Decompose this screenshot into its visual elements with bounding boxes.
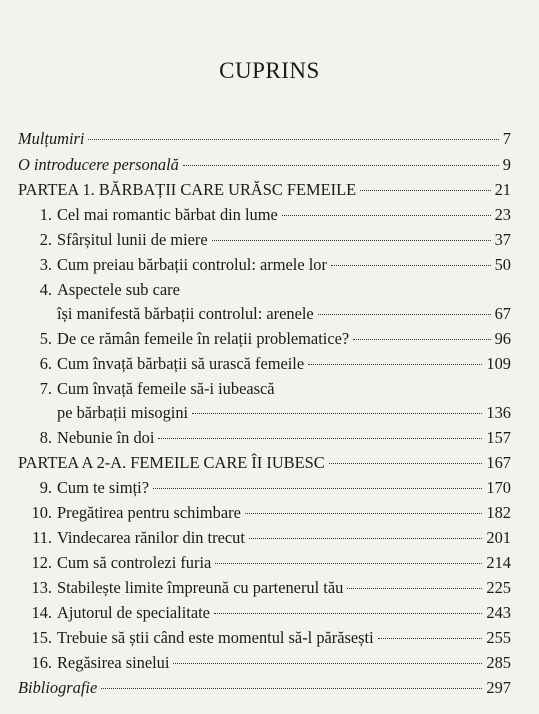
chapter-number: 5.: [39, 329, 52, 348]
chapter-number: 3.: [39, 255, 52, 274]
toc-entry-label: Pregătirea pentru schimbare: [57, 503, 241, 522]
toc-page-number: 182: [486, 503, 511, 522]
toc-chapter-15: [18, 626, 511, 650]
toc-chapter-7: [18, 401, 511, 425]
chapter-number: 12.: [31, 553, 52, 572]
toc-chapter-3: [18, 253, 511, 277]
toc-entry-label: Cel mai romantic bărbat din lume: [57, 205, 278, 224]
toc-entry-label-line1: Aspectele sub care: [57, 280, 180, 299]
chapter-number: 2.: [39, 230, 52, 249]
toc-page-number: 201: [486, 528, 511, 547]
toc-chapter-13: [18, 576, 511, 600]
chapter-number: 9.: [39, 478, 52, 497]
toc-chapter-8: [18, 426, 511, 450]
toc-entry-label: Cum învață bărbații să urască femeile: [57, 354, 305, 373]
page-title: CUPRINS: [219, 58, 320, 83]
toc-part-label: PARTEA A 2-A. FEMEILE CARE ÎI IUBESC: [18, 453, 325, 472]
toc-entry-label: Vindecarea rănilor din trecut: [57, 528, 245, 547]
toc-page-number: 157: [486, 428, 511, 447]
toc-chapter-16: [18, 651, 511, 675]
dot-leader: [308, 363, 482, 365]
toc-chapter-10: [18, 501, 511, 525]
dot-leader: [347, 587, 482, 589]
toc-page-number: 136: [486, 403, 511, 422]
toc-entry-bibliography: [18, 676, 511, 700]
toc-page-number: 50: [494, 255, 511, 274]
toc-chapter-4: [18, 302, 511, 326]
toc-page-number: 37: [494, 230, 511, 249]
toc-page-number: 225: [486, 578, 511, 597]
dot-leader: [212, 239, 491, 241]
dot-leader: [360, 189, 491, 191]
toc-entry-label: Nebunie în doi: [57, 428, 155, 447]
dot-leader: [282, 214, 491, 216]
toc-page-number: 9: [502, 155, 511, 174]
toc-chapter-7-line1: [18, 377, 511, 401]
toc-entry-label: Stabilește limite împreună cu partenerul tău: [57, 578, 344, 597]
toc-entry-label: Trebuie să știi când este momentul să-l părăsești: [57, 628, 374, 647]
toc-page-number: 167: [486, 453, 511, 472]
dot-leader: [378, 637, 483, 639]
toc-entry-label-line1: Cum învață femeile să-i iubească: [57, 379, 275, 398]
toc-chapter-5: [18, 327, 511, 351]
toc-chapter-6: [18, 352, 511, 376]
toc-chapter-11: [18, 526, 511, 550]
toc-chapter-9: [18, 476, 511, 500]
toc-entry-label: Mulțumiri: [18, 129, 85, 148]
dot-leader: [214, 612, 482, 614]
toc-chapter-4-line1: [18, 278, 511, 302]
toc-entry-label: Sfârșitul lunii de miere: [57, 230, 208, 249]
dot-leader: [318, 313, 491, 315]
toc-page-number: 255: [486, 628, 511, 647]
toc-page-number: 23: [494, 205, 511, 224]
chapter-number: 13.: [31, 578, 52, 597]
toc-entry-label: Cum preiau bărbații controlul: armele lor: [57, 255, 327, 274]
toc-entry-label: Regăsirea sinelui: [57, 653, 170, 672]
chapter-number: 14.: [31, 603, 52, 622]
toc-chapter-2: [18, 228, 511, 252]
toc-entry-label: își manifestă bărbații controlul: arenele: [57, 304, 314, 323]
chapter-number: 1.: [39, 205, 52, 224]
toc-part-label: PARTEA 1. BĂRBAȚII CARE URĂSC FEMEILE: [18, 180, 357, 199]
dot-leader: [88, 138, 498, 140]
toc-entry-label: Ajutorul de specialitate: [57, 603, 210, 622]
chapter-number: 10.: [31, 503, 52, 522]
toc-page-number: 214: [486, 553, 511, 572]
dot-leader: [215, 562, 482, 564]
toc-entry-acknowledgements: [18, 127, 511, 151]
toc-entry-label: Cum te simți?: [57, 478, 149, 497]
dot-leader: [173, 662, 482, 664]
toc-page-number: 96: [494, 329, 511, 348]
toc-page-number: 170: [486, 478, 511, 497]
toc-entry-label: pe bărbații misogini: [57, 403, 189, 422]
dot-leader: [183, 164, 499, 166]
chapter-number: 15.: [31, 628, 52, 647]
dot-leader: [101, 687, 482, 689]
toc-entry-label: De ce rămân femeile în relații problematice?: [57, 329, 350, 348]
dot-leader: [158, 437, 482, 439]
dot-leader: [153, 487, 482, 489]
toc-page-number: 7: [502, 129, 511, 148]
toc-page-number: 67: [494, 304, 511, 323]
dot-leader: [331, 264, 491, 266]
toc-page-number: 21: [494, 180, 511, 199]
toc-chapter-14: [18, 601, 511, 625]
toc-chapter-12: [18, 551, 511, 575]
toc-chapter-1: [18, 203, 511, 227]
toc-entry-introduction: [18, 153, 511, 177]
chapter-number: 6.: [39, 354, 52, 373]
toc-entry-label: Cum să controlezi furia: [57, 553, 212, 572]
toc-part-1: [18, 178, 511, 202]
dot-leader: [329, 462, 483, 464]
toc-entry-label: Bibliografie: [18, 678, 98, 697]
chapter-number: 16.: [31, 653, 52, 672]
chapter-number: 11.: [32, 528, 52, 547]
toc-part-2: [18, 451, 511, 475]
toc-page-number: 109: [486, 354, 511, 373]
chapter-number: 7.: [39, 379, 52, 398]
dot-leader: [249, 537, 483, 539]
dot-leader: [245, 512, 483, 514]
toc-entry-label: O introducere personală: [18, 155, 179, 174]
dot-leader: [353, 338, 490, 340]
toc-page-number: 243: [486, 603, 511, 622]
chapter-number: 8.: [39, 428, 52, 447]
toc-page-number: 285: [486, 653, 511, 672]
toc-page-number: 297: [486, 678, 511, 697]
dot-leader: [192, 412, 482, 414]
chapter-number: 4.: [39, 280, 52, 299]
